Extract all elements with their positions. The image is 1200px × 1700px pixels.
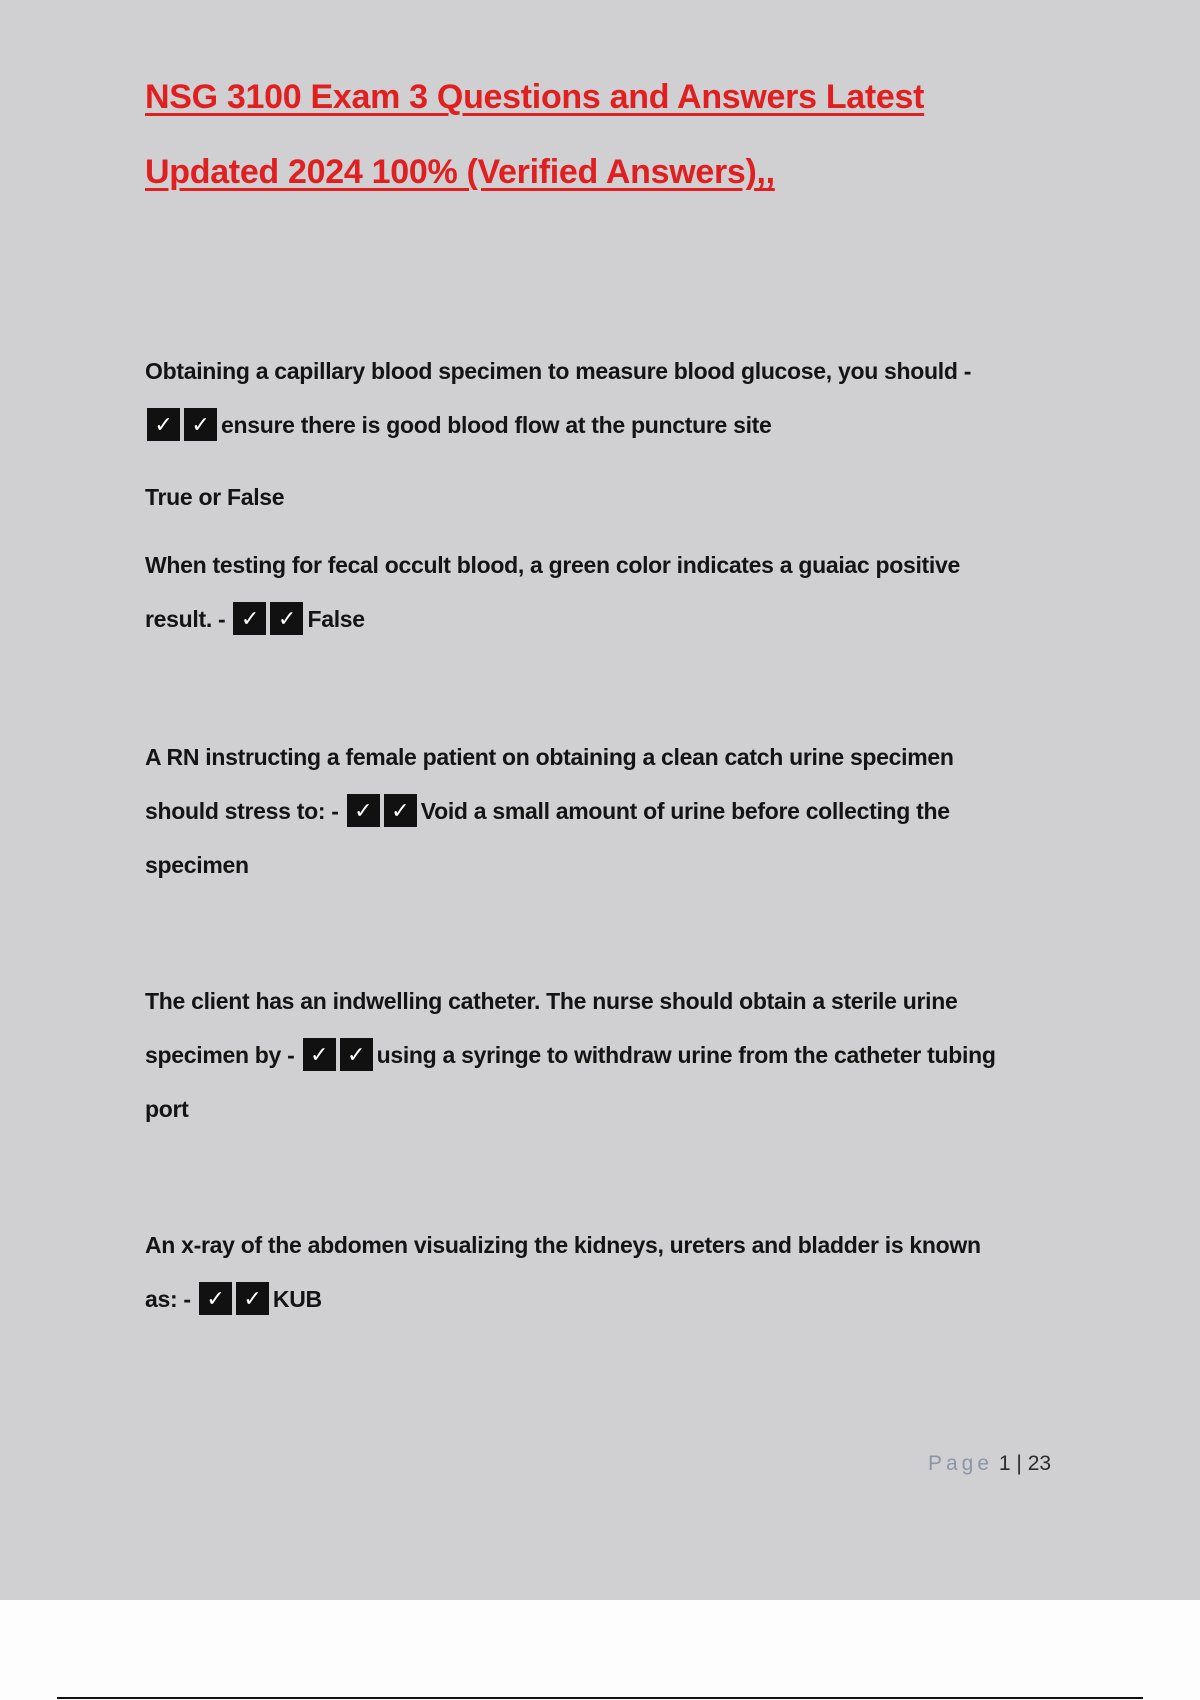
section-heading	[145, 470, 1105, 524]
page-footer	[928, 1452, 1051, 1476]
question-text: The client has an indwelling catheter. The nurse should obtain a sterile urine	[145, 988, 958, 1014]
question-text: An x-ray of the abdomen visualizing the kidneys, ureters and bladder is known	[145, 1232, 981, 1258]
page-number: 1	[998, 1452, 1011, 1475]
next-page-rule	[57, 1697, 1143, 1699]
checkmark-icon: ✓	[147, 408, 180, 441]
question-text: Obtaining a capillary blood specimen to measure blood glucose, you should -	[145, 358, 972, 384]
qa-item-5	[145, 1218, 1105, 1326]
answer-text: port	[145, 1096, 189, 1122]
checkmark-icon: ✓	[184, 408, 217, 441]
checkmark-icon: ✓	[199, 1282, 232, 1315]
section-heading-text: True or False	[145, 484, 285, 510]
question-text: should stress to: -	[145, 798, 339, 824]
answer-line	[145, 398, 1105, 452]
checkmark-icon: ✓	[384, 794, 417, 827]
checkmark-icon: ✓	[347, 794, 380, 827]
answer-text: False	[307, 606, 365, 632]
checkmark-icon: ✓	[303, 1038, 336, 1071]
page-word: Page	[928, 1452, 994, 1475]
qa-item-1	[145, 344, 1105, 452]
checkmark-icon: ✓	[233, 602, 266, 635]
question-text: specimen by -	[145, 1042, 295, 1068]
answer-text: ensure there is good blood flow at the puncture site	[221, 412, 772, 438]
answer-line	[145, 1272, 1105, 1326]
qa-item-4	[145, 974, 1105, 1136]
answer-text: using a syringe to withdraw urine from the catheter tubing	[376, 1042, 996, 1068]
checkmark-icon: ✓	[236, 1282, 269, 1315]
question-text: When testing for fecal occult blood, a green color indicates a guaiac positive	[145, 552, 960, 578]
title-line-1: NSG 3100 Exam 3 Questions and Answers Latest	[145, 78, 925, 116]
document-title	[145, 60, 1105, 210]
answer-text: KUB	[272, 1286, 322, 1312]
answer-text: specimen	[145, 852, 249, 878]
answer-text: Void a small amount of urine before collecting the	[420, 798, 950, 824]
checkmark-icon: ✓	[270, 602, 303, 635]
total-pages: 23	[1027, 1452, 1052, 1475]
page-separator: |	[1016, 1452, 1022, 1475]
checkmark-icon: ✓	[340, 1038, 373, 1071]
question-text: result. -	[145, 606, 226, 632]
title-line-2: Updated 2024 100% (Verified Answers),,	[145, 153, 775, 191]
qa-item-2	[145, 538, 1105, 646]
answer-line	[145, 592, 1105, 646]
question-text: as: -	[145, 1286, 191, 1312]
answer-line	[145, 1028, 1105, 1082]
question-text: A RN instructing a female patient on obtaining a clean catch urine specimen	[145, 744, 954, 770]
qa-item-3	[145, 730, 1105, 892]
answer-line	[145, 784, 1105, 838]
page-gap	[0, 1600, 1200, 1700]
